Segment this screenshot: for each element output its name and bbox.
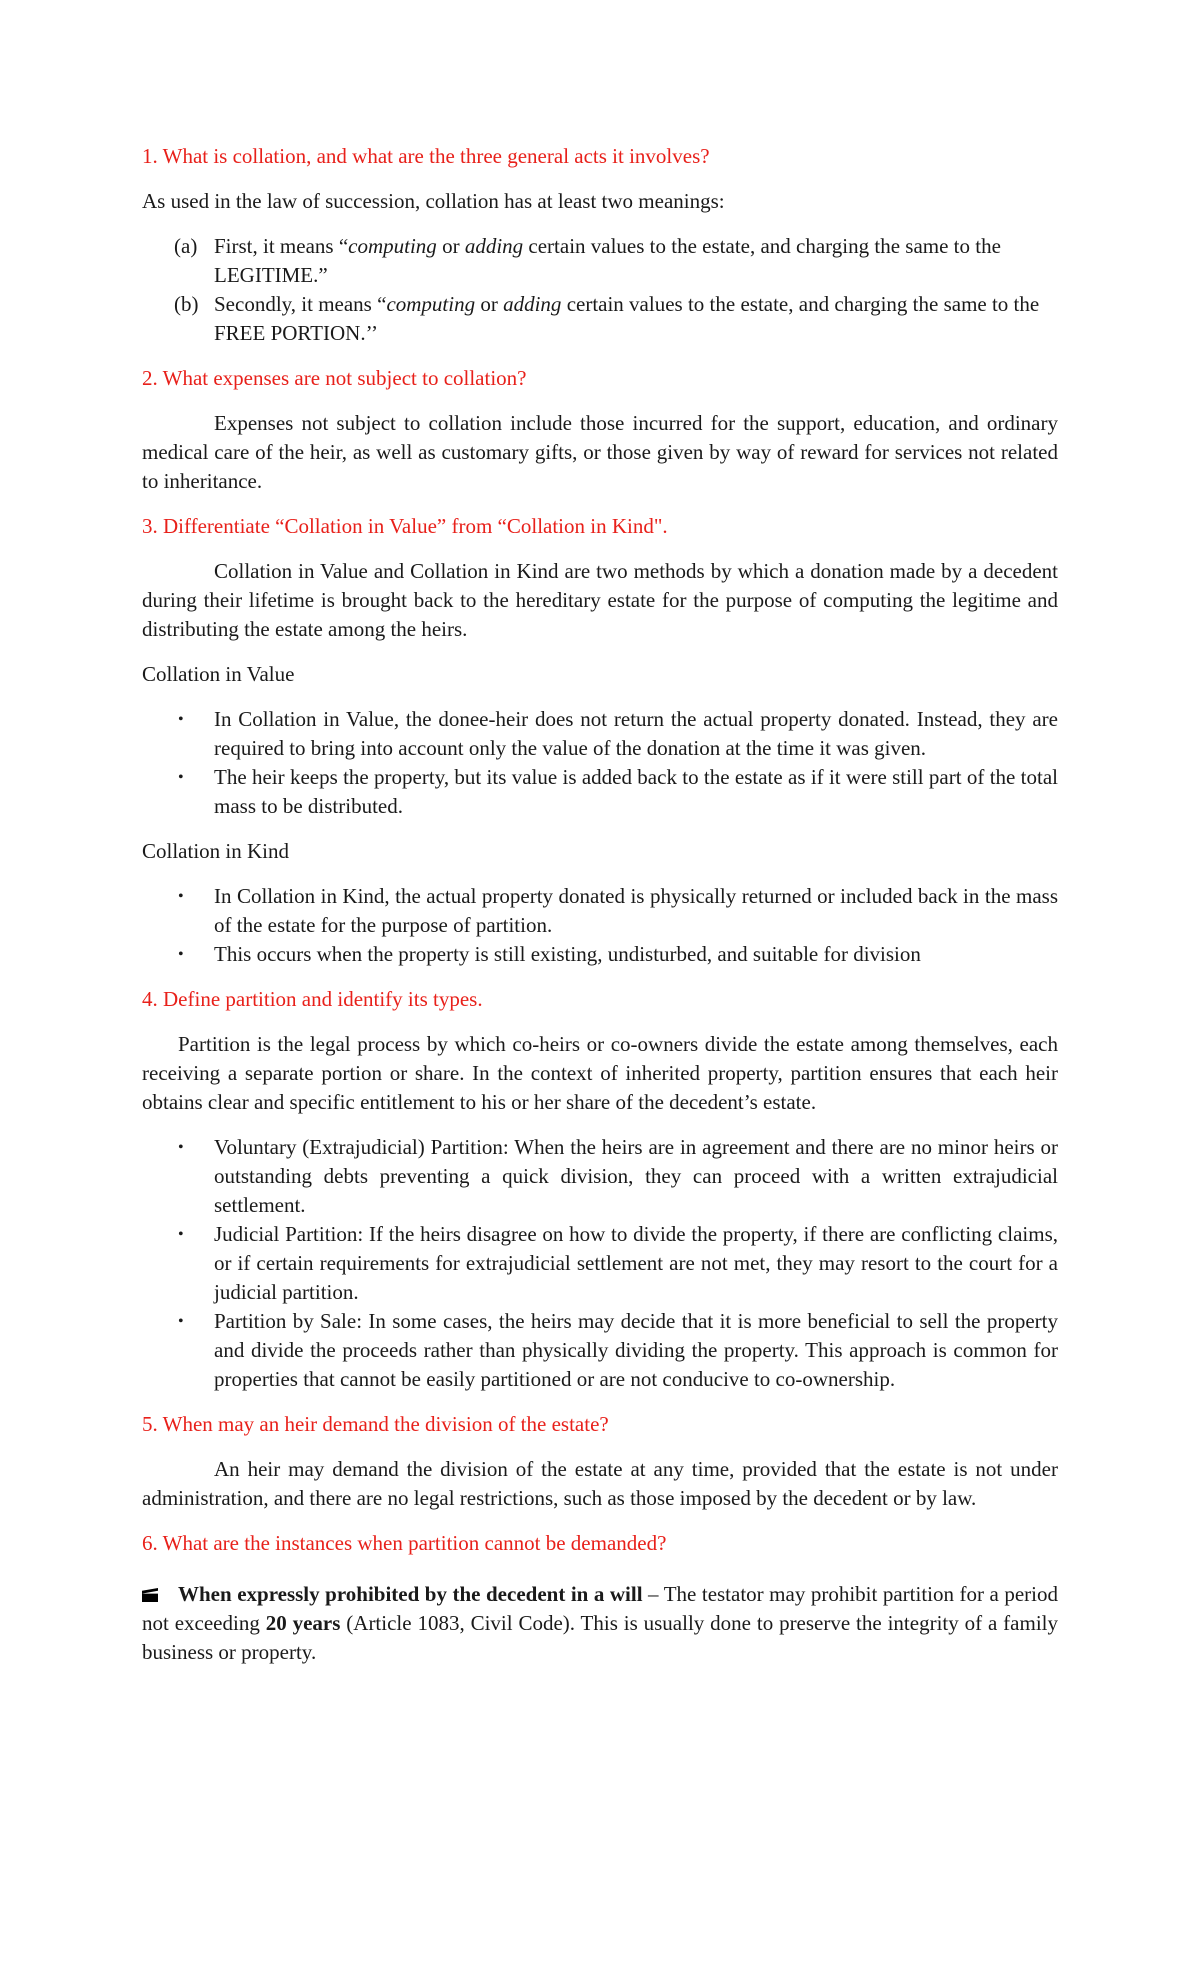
collation-meanings-list bbox=[142, 232, 1058, 348]
list-item bbox=[142, 1220, 1058, 1307]
meaning-b-rest: certain values to the estate, and charging the same to the FREE PORTION.’’ bbox=[214, 292, 1040, 345]
bullet-icon: • bbox=[178, 711, 184, 728]
bullet-icon: • bbox=[178, 946, 184, 963]
question-2-answer: Expenses not subject to collation include those incurred for the support, education, and ordinary medical care of the heir, as well as customary gifts, or those given by way of reward for services not related to inheritance. bbox=[142, 411, 1058, 493]
meaning-a-text: First, it means “ bbox=[214, 234, 349, 258]
meaning-b-label: (b) bbox=[174, 292, 199, 316]
list-item bbox=[142, 1133, 1058, 1220]
meaning-a-label: (a) bbox=[174, 234, 198, 258]
list-item bbox=[142, 940, 1058, 969]
partition-types-list bbox=[142, 1133, 1058, 1394]
list-item-text: In Collation in Value, the donee-heir does not return the actual property donated. Instead, they are required to bring into account only the value of the donation at the time it was given. bbox=[214, 707, 1058, 760]
question-6-heading: 6. What are the instances when partition cannot be demanded? bbox=[142, 1531, 667, 1555]
meaning-a-italic-2: adding bbox=[464, 234, 524, 258]
meaning-b-italic-2: adding bbox=[503, 292, 562, 316]
bullet-icon: • bbox=[178, 1139, 184, 1156]
bullet-icon: • bbox=[178, 1226, 184, 1243]
list-item-text: Judicial Partition: If the heirs disagree on how to divide the property, if there are conflicting claims, or if certain requirements for extrajudicial settlement are not met, they may resort to the court for a judicial partition. bbox=[214, 1222, 1058, 1304]
meaning-b bbox=[142, 290, 1058, 348]
question-2-heading: 2. What expenses are not subject to collation? bbox=[142, 366, 527, 390]
list-item-text: This occurs when the property is still existing, undisturbed, and suitable for division bbox=[214, 942, 921, 966]
meaning-b-text: Secondly, it means “ bbox=[214, 292, 387, 316]
question-4-heading: 4. Define partition and identify its types. bbox=[142, 987, 483, 1011]
bullet-icon: • bbox=[178, 888, 184, 905]
meaning-a-or: or bbox=[436, 234, 465, 258]
meaning-b-italic-1: computing bbox=[386, 292, 476, 316]
meaning-a-rest: certain values to the estate, and charging the same to the LEGITIME.” bbox=[214, 234, 1001, 287]
list-item-text: The heir keeps the property, but its value is added back to the estate as if it were still part of the total mass to be distributed. bbox=[214, 765, 1058, 818]
question-3-heading: 3. Differentiate “Collation in Value” from “Collation in Kind". bbox=[142, 514, 668, 538]
question-6-bold-years: 20 years bbox=[265, 1611, 341, 1635]
list-item bbox=[142, 1307, 1058, 1394]
list-item bbox=[142, 705, 1058, 763]
list-item-text: Partition by Sale: In some cases, the heirs may decide that it is more beneficial to sell the property and divide the proceeds rather than physically dividing the property. This approach is common for properties that cannot be easily partitioned or are not conducive to co-ownership. bbox=[214, 1309, 1058, 1391]
meaning-a bbox=[142, 232, 1058, 290]
question-1-intro: As used in the law of succession, collation has at least two meanings: bbox=[142, 189, 725, 213]
bullet-icon: • bbox=[178, 1313, 184, 1330]
question-6-answer bbox=[142, 1580, 1058, 1667]
question-6-text-1: – The testator may prohibit partition for a period not exceeding bbox=[142, 1582, 1059, 1635]
meaning-b-or: or bbox=[475, 292, 504, 316]
list-item-text: In Collation in Kind, the actual property donated is physically returned or included back in the mass of the estate for the purpose of partition. bbox=[214, 884, 1058, 937]
bullet-icon: • bbox=[178, 769, 184, 786]
collation-in-value-list bbox=[142, 705, 1058, 821]
collation-in-kind-list bbox=[142, 882, 1058, 969]
question-6-text-2: (Article 1083, Civil Code). This is usually done to preserve the integrity of a family business or property. bbox=[142, 1611, 1058, 1664]
list-item-text: Voluntary (Extrajudicial) Partition: When the heirs are in agreement and there are no minor heirs or outstanding debts preventing a quick division, they can proceed with a written extrajudicial settlement. bbox=[214, 1135, 1058, 1217]
meaning-a-italic-1: computing bbox=[348, 234, 437, 258]
question-3-answer: Collation in Value and Collation in Kind are two methods by which a donation made by a decedent during their lifetime is brought back to the hereditary estate for the purpose of computing the legitime and distributing the estate among the heirs. bbox=[142, 559, 1058, 641]
clapperboard-icon bbox=[142, 1588, 158, 1602]
question-6-bold-lead: When expressly prohibited by the decedent in a will bbox=[178, 1582, 643, 1606]
question-4-answer: Partition is the legal process by which co-heirs or co-owners divide the estate among themselves, each receiving a separate portion or share. In the context of inherited property, partition ensures that each heir obtains clear and specific entitlement to his or her share of the decedent’s estate. bbox=[142, 1032, 1058, 1114]
list-item bbox=[142, 763, 1058, 821]
question-5-answer: An heir may demand the division of the estate at any time, provided that the estate is not under administration, and there are no legal restrictions, such as those imposed by the decedent or by law. bbox=[142, 1457, 1058, 1510]
question-1-heading: 1. What is collation, and what are the three general acts it involves? bbox=[142, 144, 710, 168]
question-5-heading: 5. When may an heir demand the division of the estate? bbox=[142, 1412, 609, 1436]
collation-in-value-title: Collation in Value bbox=[142, 662, 295, 686]
list-item bbox=[142, 882, 1058, 940]
collation-in-kind-title: Collation in Kind bbox=[142, 839, 289, 863]
